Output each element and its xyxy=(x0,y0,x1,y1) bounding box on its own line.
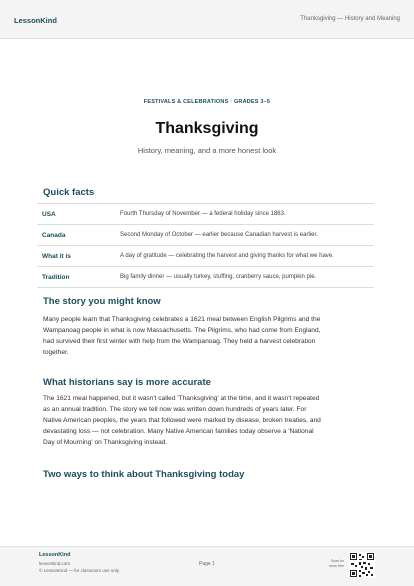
paragraph-line: had survived their first winter with help from the Wampanoag. They held a harvest celebration xyxy=(43,338,316,345)
historians-paragraph xyxy=(43,393,375,448)
category-kicker: FESTIVALS & CELEBRATIONS · GRADES 3–5 xyxy=(143,99,271,105)
section-heading-historians: What historians say is more accurate xyxy=(43,377,211,388)
paragraph-line: Many people learn that Thanksgiving celebrates a 1621 meal between English Pilgrims and the xyxy=(43,316,321,323)
page-header xyxy=(0,0,414,39)
fact-key: Canada xyxy=(42,231,66,239)
footer-copyright: © LessonKind — for classroom use only xyxy=(39,568,120,573)
paragraph-line: devastating loss — not celebration. Many Native American families today observe a 'National xyxy=(43,428,314,435)
fact-row xyxy=(37,266,374,288)
fact-row xyxy=(37,245,374,266)
fact-row xyxy=(37,224,374,245)
quick-facts-heading: Quick facts xyxy=(43,187,95,198)
document-title: Thanksgiving — History and Meaning xyxy=(300,16,400,22)
paragraph-line: Day of Mourning' on Thanksgiving instead. xyxy=(43,439,168,446)
paragraph-line: Wampanoag people in what is now Massachusetts. The Pilgrims, who had come from England, xyxy=(43,327,321,334)
paragraph-line: as an annual tradition. The story we tell now was written down hundreds of years later. For xyxy=(43,406,307,413)
fact-value: Big family dinner — usually turkey, stuffing, cranberry sauce, pumpkin pie. xyxy=(120,274,317,280)
page-footer xyxy=(0,546,414,586)
section-heading-story: The story you might know xyxy=(43,296,161,307)
story-paragraph xyxy=(43,314,375,358)
fact-value: Fourth Thursday of November — a federal holiday since 1863. xyxy=(120,211,286,217)
page-number: Page 1 xyxy=(199,561,215,567)
quick-facts-table xyxy=(37,203,374,288)
paragraph-line: Native American peoples, the years that followed were marked by disease, broken treaties, and xyxy=(43,417,321,424)
page-title: Thanksgiving xyxy=(155,120,259,137)
scan-caption-line: more free xyxy=(329,563,344,568)
fact-key: Tradition xyxy=(42,273,70,281)
paragraph-line: together. xyxy=(43,349,69,356)
scan-caption-line: Scan for xyxy=(330,559,344,563)
fact-key: USA xyxy=(42,210,56,218)
qr-code-icon[interactable] xyxy=(349,552,375,578)
scan-caption xyxy=(316,559,344,568)
paragraph-line: The 1621 meal happened, but it wasn't called 'Thanksgiving' at the time, and it wasn't repeated xyxy=(43,395,320,402)
fact-key: What it is xyxy=(42,252,71,260)
fact-row xyxy=(37,203,374,224)
brand-logo[interactable]: LessonKind xyxy=(14,16,57,25)
page-subtitle: History, meaning, and a more honest look xyxy=(137,146,277,155)
footer-brand: LessonKind xyxy=(39,552,71,558)
footer-site-link[interactable]: lessonkind.com xyxy=(39,561,71,566)
fact-value: Second Monday of October — earlier because Canadian harvest is earlier. xyxy=(120,232,318,238)
section-heading-two-ways: Two ways to think about Thanksgiving today xyxy=(43,469,245,480)
fact-value: A day of gratitude — celebrating the harvest and giving thanks for what we have. xyxy=(120,253,334,259)
